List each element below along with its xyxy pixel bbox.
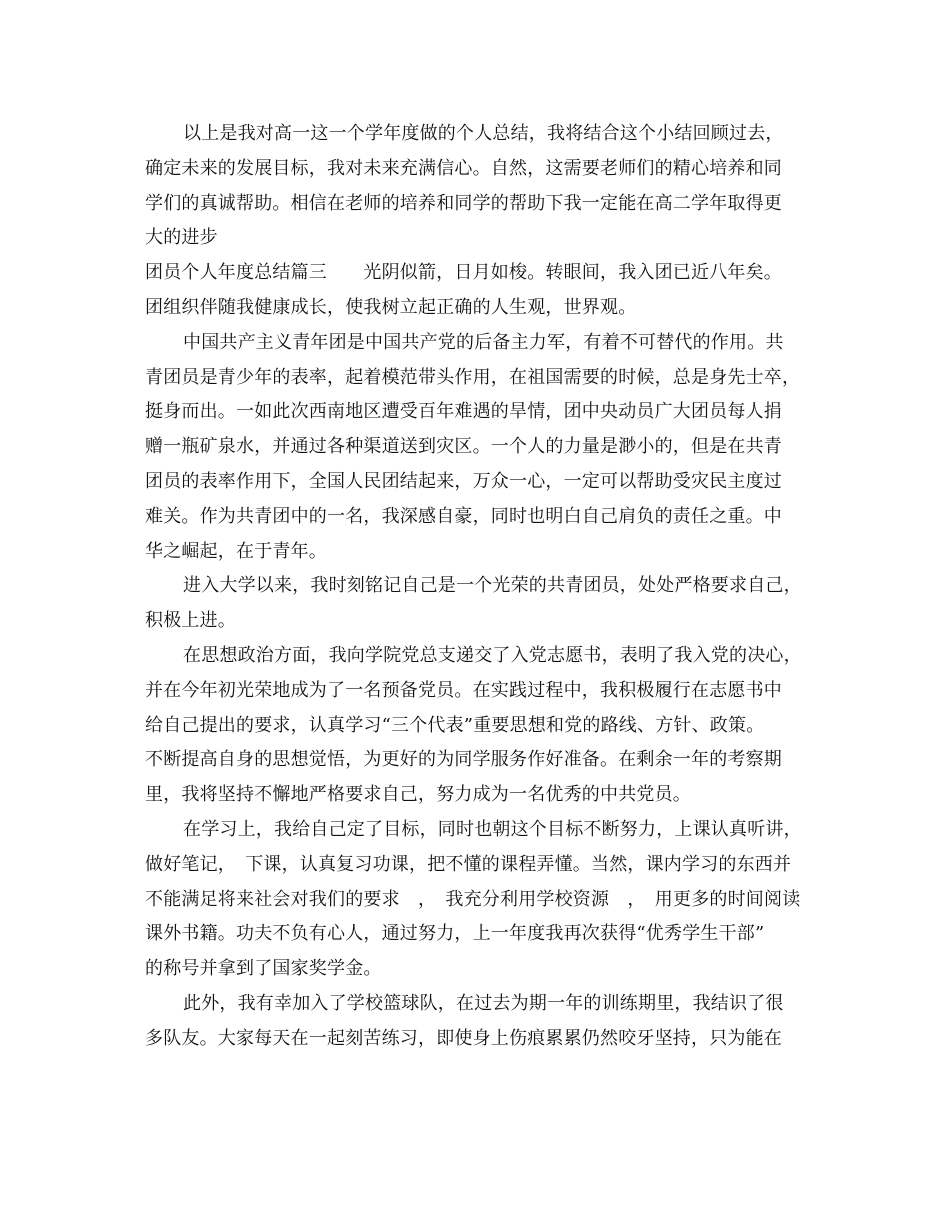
text-line: 学们的真诚帮助。相信在老师的培养和同学的帮助下我一定能在高二学年取得更 <box>145 192 782 214</box>
text-line: 进入大学以来，我时刻铭记自己是一个光荣的共青团员，处处严格要求自己， <box>183 575 802 597</box>
text-line: 团组织伴随我健康成长，使我树立起正确的人生观，世界观。 <box>145 296 637 318</box>
text-line: 里，我将坚持不懈地严格要求自己，努力成为一名优秀的中共党员。 <box>145 784 691 806</box>
text-line: 做好笔记， 下课，认真复习功课，把不懂的课程弄懂。当然，课内学习的东西并 <box>145 853 792 875</box>
text-line: 青团员是青少年的表率，起着模范带头作用，在祖国需要的时候，总是身先士卒， <box>145 366 801 388</box>
text-line: 以上是我对高一这一个学年度做的个人总结，我将结合这个小结回顾过去， <box>183 123 784 144</box>
text-line: 不断提高自身的思想觉悟，为更好的为同学服务作好准备。在剩余一年的考察期 <box>145 749 782 771</box>
text-line: 团员个人年度总结篇三 光阴似箭，日月如梭。转眼间，我入团已近八年矣。 <box>145 262 782 284</box>
text-line: 此外，我有幸加入了学校篮球队，在过去为期一年的训练期里，我结识了很 <box>183 992 784 1014</box>
text-line: 积极上进。 <box>145 610 236 632</box>
text-line: 中国共产主义青年团是中国共产党的后备主力军，有着不可替代的作用。共 <box>183 331 784 353</box>
text-line: 挺身而出。一如此次西南地区遭受百年难遇的旱情，团中央动员广大团员每人捐 <box>145 401 782 423</box>
text-line: 难关。作为共青团中的一名，我深感自豪，同时也明白自己肩负的责任之重。中 <box>145 505 782 527</box>
text-line: 赠一瓶矿泉水，并通过各种渠道送到灾区。一个人的力量是渺小的，但是在共青 <box>145 436 782 458</box>
text-line: 多队友。大家每天在一起刻苦练习，即使身上伤痕累累仍然咬牙坚持，只为能在 <box>145 1027 782 1049</box>
text-line: 大的进步 <box>145 227 218 249</box>
text-line: 课外书籍。功夫不负有心人，通过努力，上一年度我再次获得“优秀学生干部” <box>145 923 765 945</box>
text-line: 不能满足将来社会对我们的要求 ， 我充分利用学校资源 ， 用更多的时间阅读 <box>145 888 801 910</box>
text-line: 在学习上，我给自己定了目标，同时也朝这个目标不断努力，上课认真听讲， <box>183 818 802 840</box>
document-body <box>145 117 810 1057</box>
text-line: 并在今年初光荣地成为了一名预备党员。在实践过程中，我积极履行在志愿书中 <box>145 679 782 701</box>
text-line: 给自己提出的要求，认真学习“三个代表”重要思想和党的路线、方针、政策。 <box>145 714 765 736</box>
text-line: 团员的表率作用下，全国人民团结起来，万众一心，一定可以帮助受灾民主度过 <box>145 470 782 492</box>
text-line: 在思想政治方面，我向学院党总支递交了入党志愿书，表明了我入党的决心， <box>183 644 802 666</box>
text-line: 的称号并拿到了国家奖学金。 <box>145 958 382 980</box>
text-line: 确定未来的发展目标，我对未来充满信心。自然，这需要老师们的精心培养和同 <box>145 157 782 179</box>
text-line: 华之崛起，在于青年。 <box>145 540 327 562</box>
